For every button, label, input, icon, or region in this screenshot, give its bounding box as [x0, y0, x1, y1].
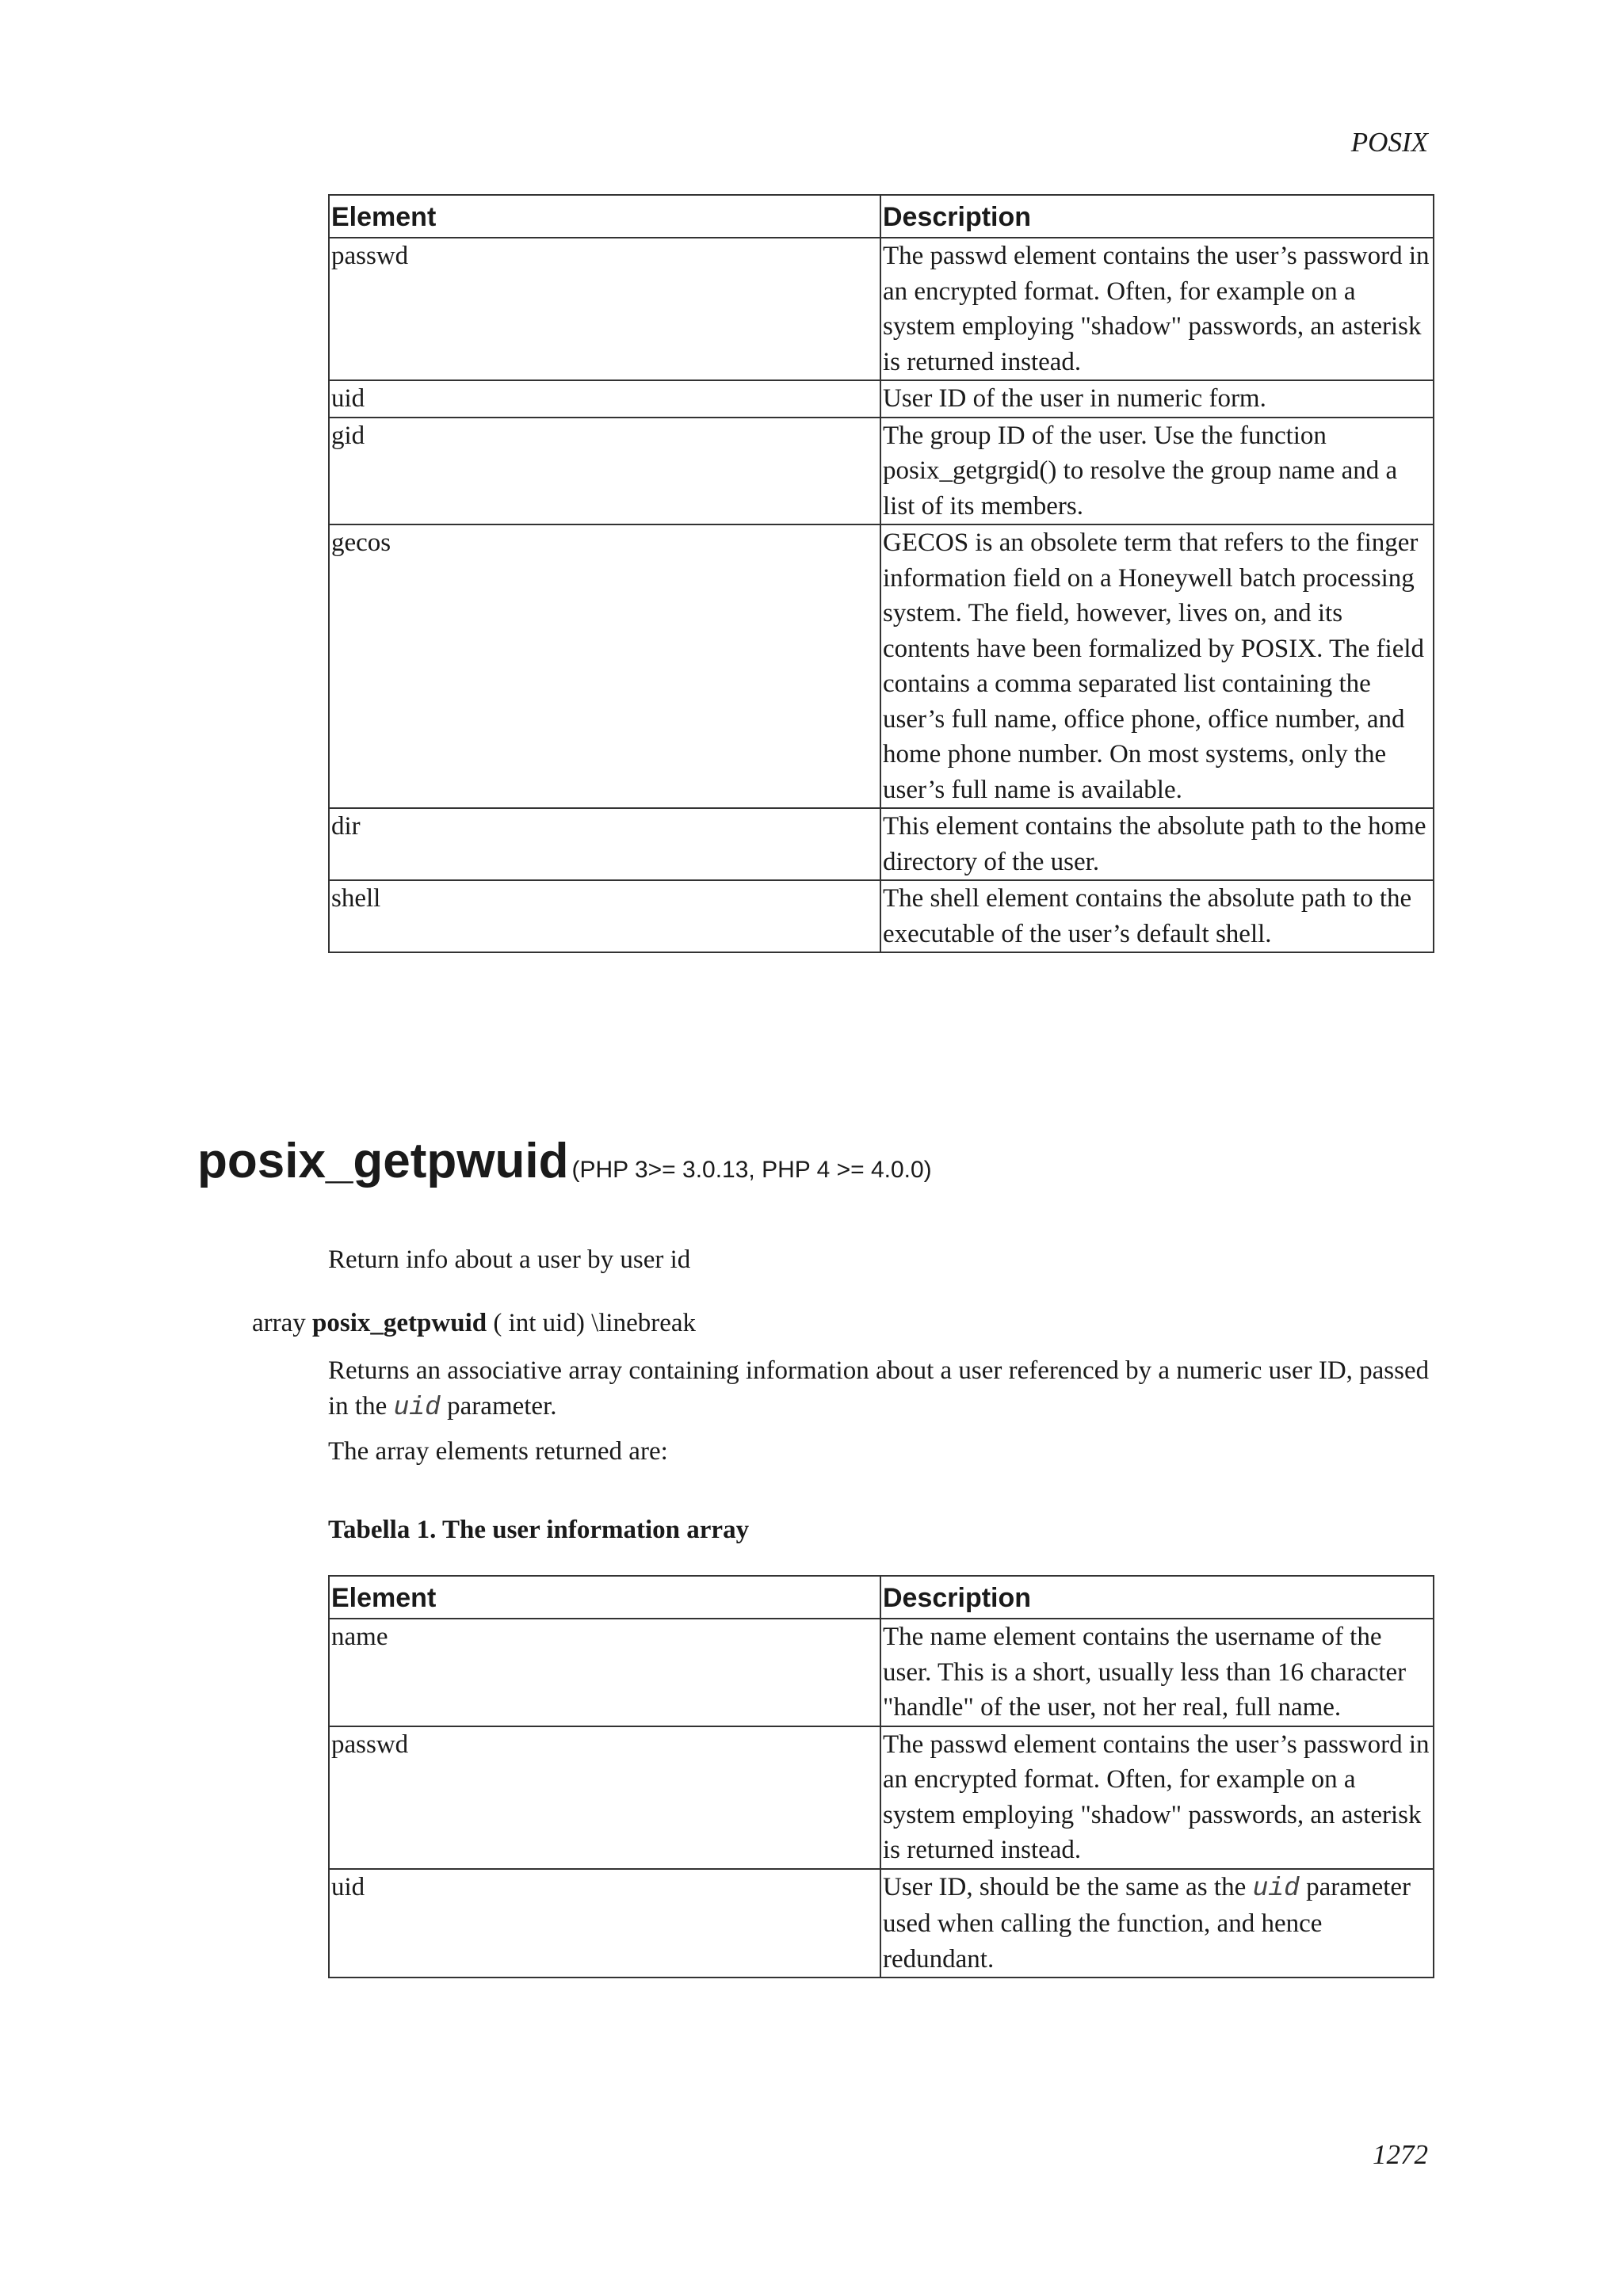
- element-cell: dir: [329, 808, 880, 880]
- table-header-row: [329, 195, 1434, 238]
- table-continued-user-info: [328, 194, 1434, 953]
- table-row: [329, 1726, 1434, 1869]
- description-text: User ID, should be the same as the: [883, 1872, 1247, 1901]
- function-heading: [197, 1133, 932, 1189]
- description-cell: This element contains the absolute path to the home directory of the user.: [880, 808, 1434, 880]
- function-version: (PHP 3>= 3.0.13, PHP 4 >= 4.0.0): [571, 1157, 932, 1183]
- parameter-reference: uid: [393, 1393, 441, 1422]
- function-purpose: Return info about a user by user id: [328, 1245, 691, 1274]
- table-row: [329, 808, 1434, 880]
- synopsis-params: ( int uid) \linebreak: [493, 1309, 697, 1337]
- description-cell: The group ID of the user. Use the function posix_getgrgid() to resolve the group name and a list of its members.: [880, 418, 1434, 525]
- column-header-element: Element: [329, 1576, 880, 1619]
- element-cell: passwd: [329, 238, 880, 380]
- element-cell: uid: [329, 380, 880, 418]
- table-row: [329, 418, 1434, 525]
- page-number: 1272: [1373, 2139, 1428, 2170]
- description-cell: The name element contains the username of the user. This is a short, usually less than 16 character "handle" of the user, not her real, full name.: [880, 1619, 1434, 1726]
- column-header-description: Description: [880, 195, 1434, 238]
- user-information-table: [328, 1575, 1434, 1978]
- table-caption: Tabella 1. The user information array: [328, 1516, 750, 1544]
- table-row: [329, 880, 1434, 952]
- element-cell: name: [329, 1619, 880, 1726]
- description-cell: GECOS is an obsolete term that refers to the finger information field on a Honeywell batch processing system. The field, however, lives on, and its contents have been formalized by POSIX. The field contains a comma separated list containing the user’s full name, office phone, office number, and home phone number. On most systems, only the user’s full name is available.: [880, 524, 1434, 808]
- function-synopsis: [252, 1306, 696, 1341]
- parameter-reference: uid: [1252, 1873, 1300, 1903]
- description-cell: The passwd element contains the user’s password in an encrypted format. Often, for example on a system employing "shadow" passwords, an asterisk is returned instead.: [880, 1726, 1434, 1869]
- synopsis-function-name: posix_getpwuid: [312, 1309, 487, 1337]
- description-cell: The passwd element contains the user’s password in an encrypted format. Often, for example on a system employing "shadow" passwords, an asterisk is returned instead.: [880, 238, 1434, 380]
- function-name: posix_getpwuid: [197, 1134, 569, 1188]
- synopsis-return-type: array: [252, 1309, 306, 1337]
- element-cell: gecos: [329, 524, 880, 808]
- description-text: Returns an associative array containing information about a user referenced by a numeric user ID, passed in the: [328, 1356, 1430, 1421]
- function-description: [328, 1353, 1438, 1425]
- description-cell: User ID of the user in numeric form.: [880, 380, 1434, 418]
- table-row: [329, 1869, 1434, 1978]
- element-cell: gid: [329, 418, 880, 525]
- table-header-row: [329, 1576, 1434, 1619]
- elements-intro: The array elements returned are:: [328, 1437, 668, 1466]
- description-cell: [880, 1869, 1434, 1978]
- description-text: parameter.: [447, 1392, 557, 1421]
- running-header: POSIX: [1350, 127, 1428, 158]
- description-cell: The shell element contains the absolute path to the executable of the user’s default shell.: [880, 880, 1434, 952]
- column-header-description: Description: [880, 1576, 1434, 1619]
- table-row: [329, 238, 1434, 380]
- table-row: [329, 380, 1434, 418]
- table-row: [329, 524, 1434, 808]
- description-text: parameter used when calling the function, and hence redundant.: [883, 1872, 1411, 1974]
- element-cell: uid: [329, 1869, 880, 1978]
- table-row: [329, 1619, 1434, 1726]
- column-header-element: Element: [329, 195, 880, 238]
- element-cell: passwd: [329, 1726, 880, 1869]
- element-cell: shell: [329, 880, 880, 952]
